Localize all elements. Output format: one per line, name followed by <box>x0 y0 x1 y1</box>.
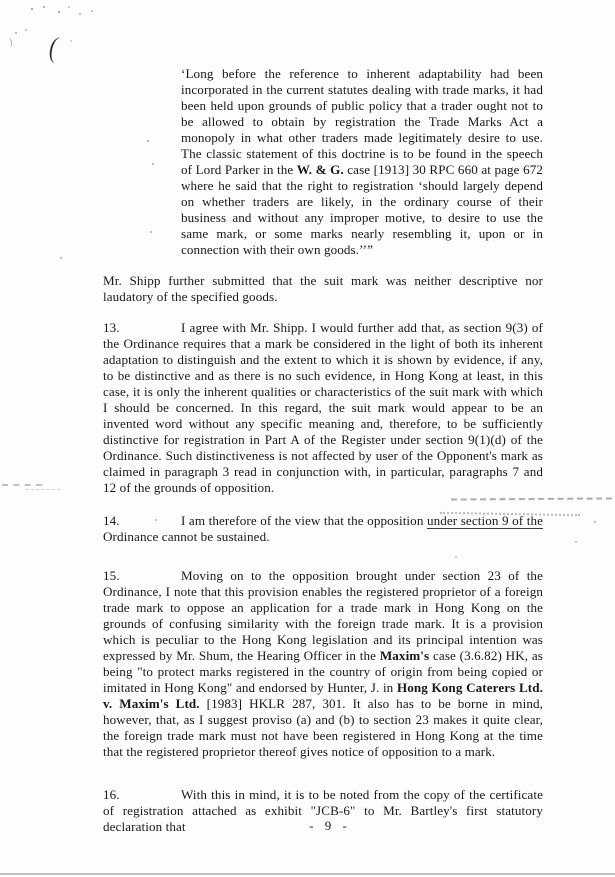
paragraph-text: I am therefore of the view that the opposition under section 9 of the Ordinance cannot be sustained. <box>103 513 543 544</box>
blockquote: ‘Long before the reference to inherent adaptability had been incorporated in the current statutes dealing with trade marks, it had been held upon grounds of public policy that a trader ought not to be allowed to obtain by registration the Trade Marks Act a monopoly in what other traders made legitimately desire to use. The classic statement of this doctrine is to be found in the speech of Lord Parker in the W. & G. case [1913] 30 RPC 660 at page 672 where he said that the right to registration ‘should largely depend on whether traders are likely, in the ordinary course of their business and without any improper motive, to desire to use the same mark, or some marks nearly resembling it, upon or in connection with their own goods.’’” <box>181 66 544 257</box>
pen-stroke-artifact <box>48 36 69 66</box>
paragraph-number: 15. <box>103 568 120 583</box>
paragraph-mr-shipp: Mr. Shipp further submitted that the suit mark was neither descriptive nor laudatory of the specified goods. <box>103 273 543 304</box>
paragraph-text: Moving on to the opposition brought under section 23 of the Ordinance, I note that this provision enables the registered proprietor of a foreign trade mark to oppose an application for a trade mark in Hong Kong on the grounds of confusing similarity with the foreign trade mark. It is a provision which is peculiar to the Hong Kong legislation and its principal intention was expressed by Mr. Shum, the Hearing Officer in the Maxim's case (3.6.82) HK, as being "to protect marks registered in the country of origin from being copied or imitated in Hong Kong" and endorsed by Hunter, J. in Hong Kong Caterers Ltd. v. Maxim's Ltd. [1983] HKLR 287, 301. It also has to be borne in mind, however, that, as I suggest proviso (a) and (b) to section 23 makes it quite clear, the foreign trade mark must not have been registered in Hong Kong at the time that the registered proprietor thereof gives notice of opposition to a mark. <box>103 568 543 759</box>
footer-page-number: - 9 - <box>309 818 351 833</box>
scan-edge-line <box>0 873 615 875</box>
paragraph-14 <box>103 513 543 545</box>
paragraph-number: 14. <box>103 513 120 528</box>
scan-noise-speckles <box>0 0 2 2</box>
document-body <box>103 66 543 850</box>
paragraph-text: I agree with Mr. Shipp. I would further add that, as section 9(3) of the Ordinance requires that a mark be considered in the light of both its inherent adaptation to distinguish and the extent to which it is shown by evidence, if any, to be distinctive and as there is no such evidence, in Hong Kong at least, in this case, it is only the inherent qualities or characteristics of the suit mark with which I should be concerned. In this regard, the suit mark would appear to be an invented word without any specific meaning and, therefore, to be sufficiently distinctive for registration in Part A of the Register under section 9(1)(d) of the Ordinance. Such distinctiveness is not affected by user of the Opponent's mark as claimed in paragraph 3 read in conjunction with, in particular, paragraphs 7 and 12 of the grounds of opposition. <box>103 320 543 495</box>
pen-squiggle-artifact <box>5 38 12 48</box>
margin-pencil-dash <box>2 484 42 486</box>
paragraph-15 <box>103 568 543 760</box>
paragraph-number: 13. <box>103 320 120 335</box>
paragraph-13 <box>103 320 543 496</box>
margin-pencil-dash <box>26 489 60 490</box>
paragraph-number: 16. <box>103 787 120 802</box>
paragraph-text: With this in mind, it is to be noted from the copy of the certificate of registration attached as exhibit "JCB-6" to Mr. Bartley's first statutory declaration that <box>103 787 543 834</box>
